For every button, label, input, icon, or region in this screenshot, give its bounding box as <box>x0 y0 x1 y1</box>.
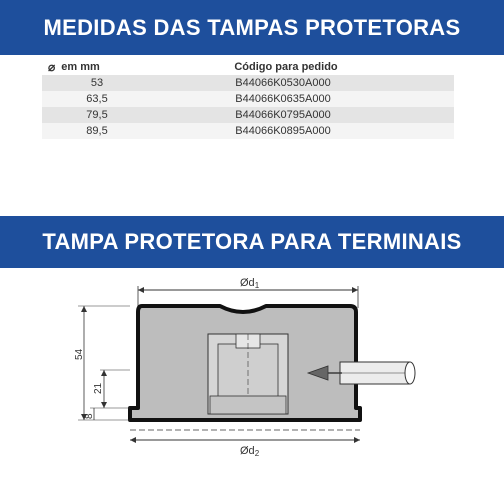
header-size <box>42 60 158 74</box>
technical-drawing <box>60 268 450 458</box>
label-d2: Ød2 <box>240 445 260 458</box>
label-8: 8 <box>84 413 95 419</box>
table-row <box>42 75 454 91</box>
label-54: 54 <box>74 348 85 360</box>
cell-code: B44066K0530A000 <box>235 77 331 89</box>
label-d1: Ød1 <box>240 277 260 290</box>
cell-size: 89,5 <box>86 125 108 137</box>
table-body <box>42 75 454 139</box>
table-row <box>42 91 454 107</box>
cell-code: B44066K0635A000 <box>235 93 331 105</box>
cell-size: 79,5 <box>86 109 108 121</box>
measures-table <box>42 58 454 139</box>
cell-size: 53 <box>90 77 104 89</box>
header-code: Código para pedido <box>234 60 338 73</box>
cell-size: 63,5 <box>86 93 108 105</box>
section-title-measures: MEDIDAS DAS TAMPAS PROTETORAS <box>0 0 504 55</box>
diameter-icon: ⌀ <box>48 59 56 74</box>
table-row <box>42 107 454 123</box>
cell-code: B44066K0895A000 <box>235 125 331 137</box>
table-header <box>42 58 454 75</box>
label-21: 21 <box>93 382 104 394</box>
table-row <box>42 123 454 139</box>
section-title-cover: TAMPA PROTETORA PARA TERMINAIS <box>0 216 504 268</box>
cell-code: B44066K0795A000 <box>235 109 331 121</box>
header-size-label: em mm <box>61 60 100 73</box>
